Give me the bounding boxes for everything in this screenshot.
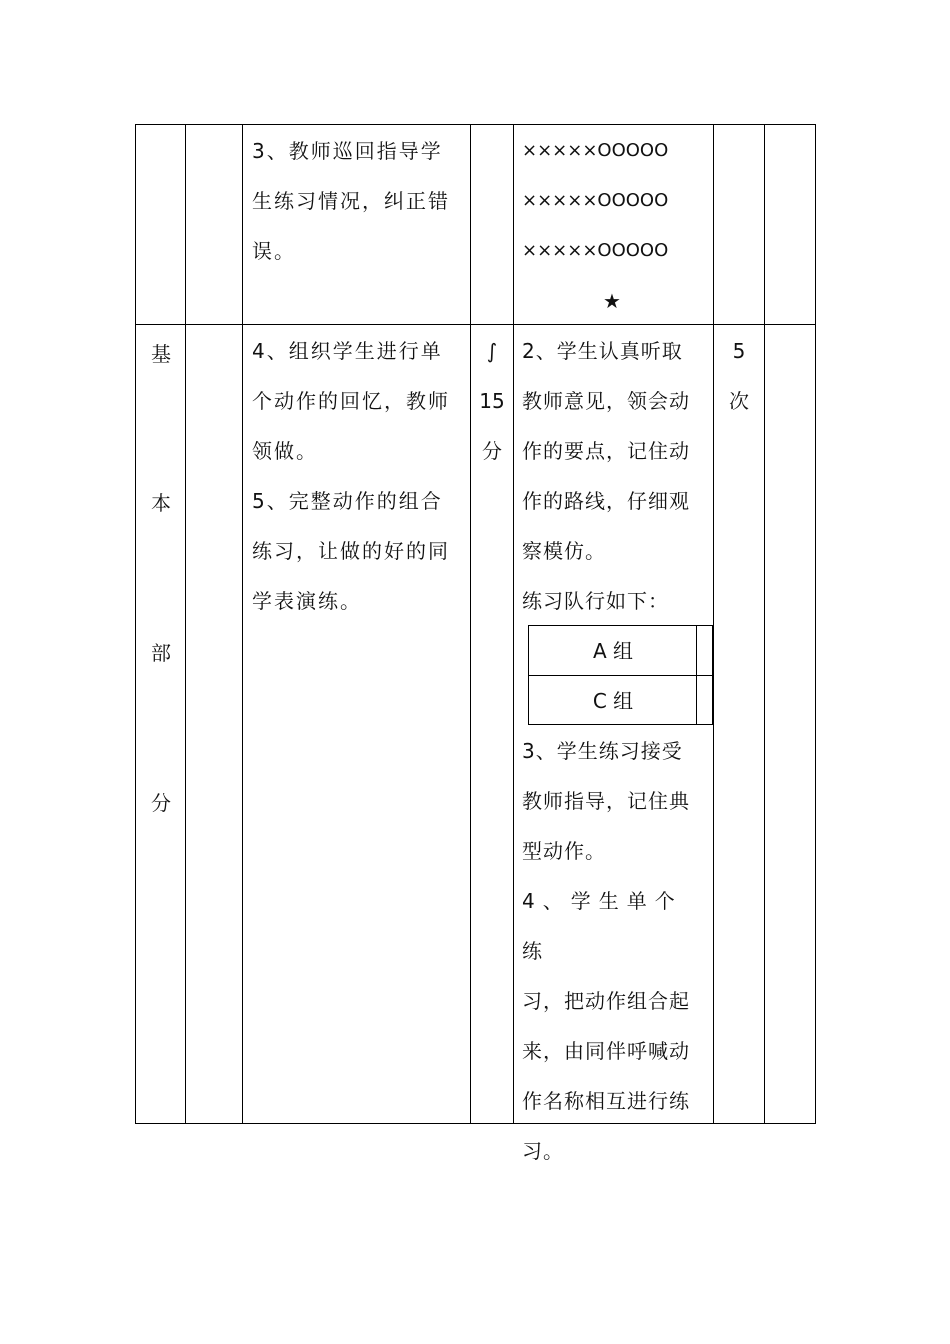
group-c-cell: C 组	[592, 689, 634, 713]
text-line: 3、教师巡回指导学	[252, 139, 443, 163]
text-line: 型动作。	[522, 839, 606, 863]
row2-student-activity-b	[522, 726, 710, 1176]
col-border-7	[764, 124, 765, 1124]
group-table	[528, 625, 713, 725]
text-line: 教师意见，领会动	[522, 389, 690, 413]
text-line: 2、学生认真听取	[522, 339, 683, 363]
text-line: 4、学生单个练	[522, 889, 683, 963]
row2-student-activity-a	[522, 326, 710, 626]
time-line: 15	[479, 389, 505, 413]
row1-formation-diagram	[522, 126, 710, 326]
section-char: 部	[151, 641, 171, 665]
time-line: 分	[482, 439, 502, 463]
col-border-5	[513, 124, 514, 1124]
text-line: 作的路线，仔细观	[522, 489, 690, 513]
text-line: 学表演练。	[252, 589, 362, 613]
col-border-2	[185, 124, 186, 1124]
text-line: 个动作的回忆，教师	[252, 389, 450, 413]
text-line: 3、学生练习接受	[522, 739, 683, 763]
formation-line: ×××××OOOOO	[522, 190, 669, 211]
col-border-3	[242, 124, 243, 1124]
formation-line: ×××××OOOOO	[522, 240, 669, 261]
text-line: 练习，让做的好的同	[252, 539, 450, 563]
section-char: 分	[151, 791, 171, 815]
text-line: 练习队行如下：	[522, 589, 669, 613]
col-border-6	[713, 124, 714, 1124]
group-col-divider	[696, 626, 697, 724]
col-border-8	[815, 124, 816, 1124]
count-line: 5	[732, 339, 746, 363]
teacher-star-icon: ★	[603, 289, 621, 313]
text-line: 领做。	[252, 439, 318, 463]
row2-count	[714, 326, 764, 426]
text-line: 习。	[522, 1139, 564, 1163]
time-line: ∫	[486, 339, 498, 363]
section-char: 基	[151, 342, 171, 366]
row2-teacher-activity	[252, 326, 467, 626]
text-line: 习，把动作组合起	[522, 989, 690, 1013]
text-line: 4、组织学生进行单	[252, 339, 443, 363]
section-char: 本	[151, 491, 171, 515]
text-line: 生练习情况，纠正错	[252, 189, 450, 213]
text-line: 误。	[252, 239, 296, 263]
row1-teacher-activity	[252, 126, 467, 276]
text-line: 5、完整动作的组合	[252, 489, 443, 513]
text-line: 作的要点，记住动	[522, 439, 690, 463]
text-line: 作名称相互进行练	[522, 1089, 690, 1113]
count-line: 次	[729, 389, 749, 413]
text-line: 来，由同伴呼喊动	[522, 1039, 690, 1063]
text-line: 教师指导，记住典	[522, 789, 690, 813]
col-border-1	[135, 124, 136, 1124]
formation-line: ×××××OOOOO	[522, 140, 669, 161]
row2-time	[471, 326, 513, 476]
text-line: 察模仿。	[522, 539, 606, 563]
col-border-4	[470, 124, 471, 1124]
group-a-cell: A 组	[592, 639, 634, 663]
